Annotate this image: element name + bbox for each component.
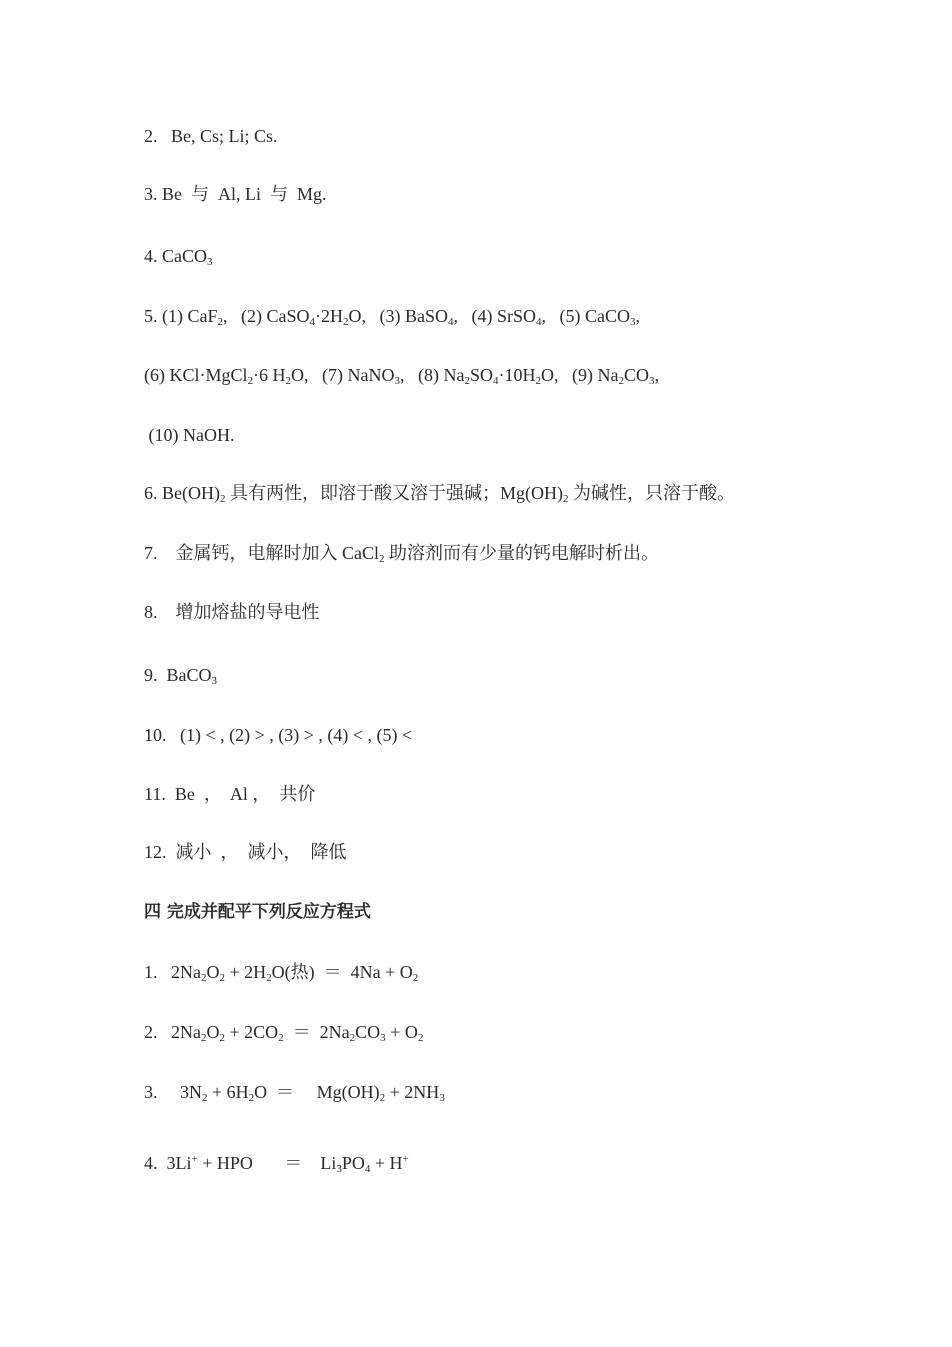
text-run: 助溶剂而有少量的钙电解时析出。: [384, 543, 660, 563]
text-run: O, (3) BaSO: [348, 306, 448, 326]
subscript: 4: [364, 1163, 371, 1175]
text-run: O, (9) Na: [540, 365, 619, 385]
text-run: , (4) SrSO: [453, 306, 537, 326]
item-number: 9.: [144, 665, 158, 685]
answer-item-7: [144, 541, 659, 565]
answer-item-5-cont-1: [144, 363, 659, 387]
subscript: 2: [219, 972, 225, 984]
text-run: + 6H: [207, 1082, 249, 1102]
text-run: SO: [469, 365, 493, 385]
item-number: 10.: [144, 725, 167, 745]
item-number: 4.: [144, 1153, 158, 1173]
answer-item-8: [144, 600, 320, 624]
subscript: 2: [278, 1032, 284, 1044]
subscript: 2: [417, 1032, 424, 1044]
text-run: + 2CO: [225, 1022, 279, 1042]
subscript: 2: [379, 553, 385, 565]
item-number: 1.: [144, 962, 158, 982]
text-run: O(热) ＝ 4Na + O: [271, 962, 413, 982]
text-run: + HPO ＝ Li: [197, 1153, 337, 1173]
text-run: ·6 H: [253, 365, 286, 385]
subscript: 2: [379, 1092, 386, 1104]
text-run: , (2) CaSO: [223, 306, 310, 326]
text-run: + 2H: [225, 962, 267, 982]
text-run: , (5) CaCO: [541, 306, 631, 326]
text-run: Be, Cs; Li; Cs.: [157, 126, 278, 146]
text-run: CO: [355, 1022, 381, 1042]
subscript: 2: [248, 1092, 255, 1104]
text-run: O, (7) NaNO: [291, 365, 395, 385]
subscript: 2: [412, 972, 419, 984]
answer-item-4: [144, 244, 213, 268]
answer-item-3: [144, 182, 327, 206]
subscript: 2: [349, 1032, 356, 1044]
subscript: 2: [535, 375, 541, 387]
answer-item-6: [144, 481, 735, 505]
text-run: 增加熔盐的导电性: [157, 602, 320, 622]
equation-item-4: [144, 1151, 409, 1175]
text-run: ,: [654, 365, 659, 385]
subscript: 3: [394, 375, 400, 387]
text-run: CO: [623, 365, 649, 385]
subscript: 2: [217, 316, 223, 328]
section-heading: 四 完成并配平下列反应方程式: [144, 902, 371, 922]
subscript: 3: [380, 1032, 386, 1044]
answer-item-10: [144, 723, 412, 747]
text-run: O ＝ Mg(OH): [254, 1082, 380, 1102]
superscript: +: [402, 1153, 409, 1165]
subscript: 2: [464, 375, 470, 387]
subscript: 4: [309, 316, 315, 328]
item-number: 6.: [144, 483, 158, 503]
item-number: 2.: [144, 126, 158, 146]
subscript: 2: [219, 493, 226, 505]
subscript: 4: [492, 375, 499, 387]
text-run: BaCO: [157, 665, 212, 685]
subscript: 2: [201, 1032, 207, 1044]
item-number: 8.: [144, 602, 158, 622]
text-run: ＝ 2Na: [283, 1022, 350, 1042]
item-number: 3.: [144, 1082, 158, 1102]
subscript: 2: [285, 375, 291, 387]
text-run: 具有两性，即溶于酸又溶于强碱；Mg(OH): [225, 483, 563, 503]
answer-item-11: [144, 782, 315, 806]
item-number: 5.: [144, 306, 158, 326]
text-run: + O: [385, 1022, 418, 1042]
answer-item-5: [144, 304, 640, 328]
text-run: Be 与 Al, Li 与 Mg.: [157, 184, 327, 204]
subscript: 3: [630, 316, 636, 328]
text-run: 减小 ， 减小， 降低: [166, 842, 347, 862]
item-number: 11.: [144, 784, 166, 804]
subscript: 2: [343, 316, 349, 328]
subscript: 2: [202, 1092, 208, 1104]
item-number: 7.: [144, 543, 158, 563]
answer-item-12: [144, 840, 347, 864]
text-run: ·10H: [498, 365, 536, 385]
subscript: 2: [219, 1032, 225, 1044]
item-number: 2.: [144, 1022, 158, 1042]
text-run: 为碱性，只溶于酸。: [568, 483, 735, 503]
text-run: PO: [341, 1153, 365, 1173]
answer-item-2: [144, 124, 278, 148]
subscript: 3: [336, 1163, 342, 1175]
subscript: 2: [247, 375, 253, 387]
subscript: 3: [207, 256, 213, 268]
text-run: ,: [635, 306, 641, 326]
equation-item-1: [144, 960, 418, 984]
answer-item-5-cont-2: [144, 423, 234, 447]
subscript: 2: [618, 375, 624, 387]
text-run: 金属钙，电解时加入 CaCl: [157, 543, 380, 563]
text-run: O: [206, 1022, 220, 1042]
subscript: 2: [562, 493, 569, 505]
text-run: + 2NH: [385, 1082, 440, 1102]
text-run: O: [206, 962, 220, 982]
text-run: Be ， Al ， 共价: [165, 784, 316, 804]
text-run: CaCO: [157, 246, 207, 266]
equation-item-3: [144, 1080, 445, 1104]
subscript: 2: [201, 972, 207, 984]
subscript: 4: [536, 316, 542, 328]
text-run: (1) < , (2) > , (3) > , (4) < , (5) <: [166, 725, 413, 745]
text-run: (10) NaOH.: [144, 425, 235, 445]
item-number: 3.: [144, 184, 158, 204]
text-run: 3N: [157, 1082, 202, 1102]
text-run: 3Li: [157, 1153, 192, 1173]
item-number: 4.: [144, 246, 158, 266]
item-number: 12.: [144, 842, 167, 862]
subscript: 2: [266, 972, 272, 984]
text-run: 2Na: [157, 1022, 201, 1042]
text-run: (1) CaF: [157, 306, 218, 326]
subscript: 3: [211, 675, 217, 687]
subscript: 4: [448, 316, 454, 328]
subscript: 3: [439, 1092, 445, 1104]
answer-item-9: [144, 663, 217, 687]
text-run: , (8) Na: [399, 365, 465, 385]
subscript: 3: [648, 375, 655, 387]
text-run: 2Na: [157, 962, 201, 982]
text-run: + H: [370, 1153, 403, 1173]
text-run: ·2H: [315, 306, 343, 326]
text-run: Be(OH): [157, 483, 220, 503]
equation-item-2: [144, 1020, 423, 1044]
superscript: +: [191, 1153, 198, 1165]
text-run: (6) KCl·MgCl: [144, 365, 248, 385]
